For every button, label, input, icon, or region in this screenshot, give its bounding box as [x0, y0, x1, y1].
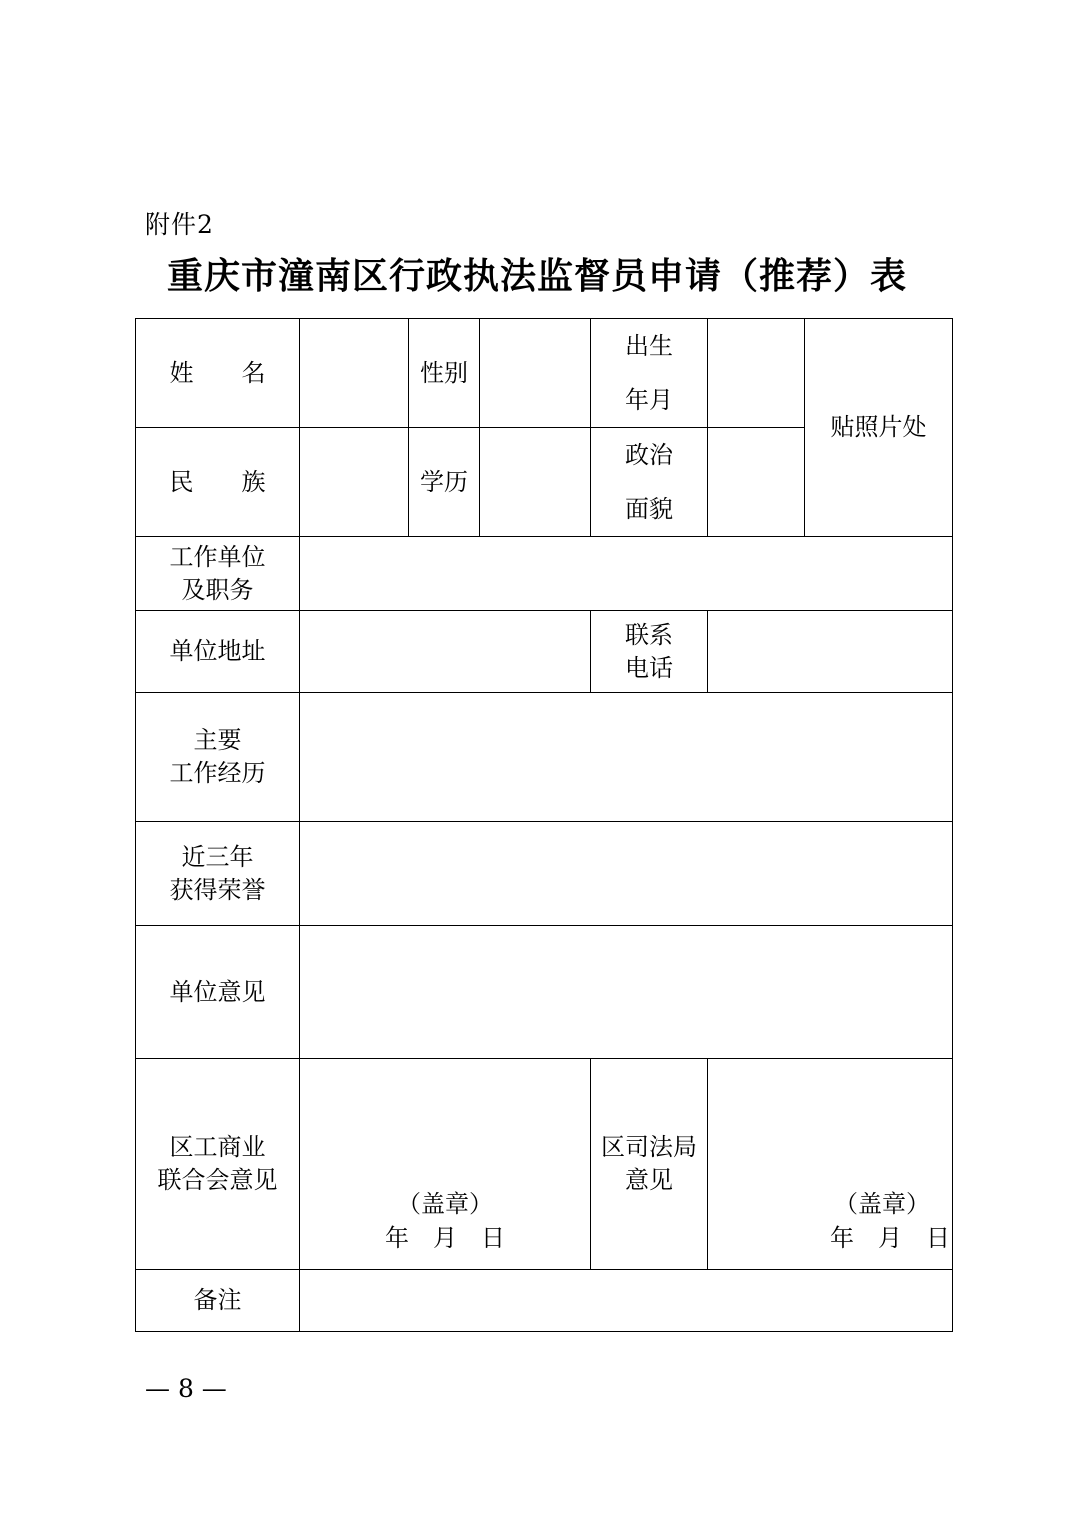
name-label: 姓 名	[136, 319, 300, 428]
birth-label-line2: 年月	[625, 386, 673, 414]
federation-label-line2: 联合会意见	[157, 1166, 278, 1194]
ethnicity-label: 民 族	[136, 428, 300, 537]
phone-label-line2: 电话	[625, 653, 673, 682]
name-field[interactable]	[300, 319, 409, 428]
birth-field[interactable]	[708, 319, 805, 428]
federation-date-text: 年 月 日	[385, 1224, 505, 1252]
justice-seal-text: （盖章）	[834, 1190, 930, 1218]
birth-label-line1: 出生	[625, 332, 673, 360]
remarks-field[interactable]	[300, 1270, 953, 1332]
birth-label	[591, 319, 708, 428]
gender-field[interactable]	[480, 319, 591, 428]
row-honors	[136, 822, 953, 926]
justice-label-line1: 区司法局	[601, 1133, 697, 1161]
politics-field[interactable]	[708, 428, 805, 537]
page-number: — 8 —	[145, 1374, 227, 1403]
work-unit-label-line2: 及职务	[181, 575, 254, 604]
federation-seal-text: （盖章）	[397, 1190, 493, 1218]
ethnicity-field[interactable]	[300, 428, 409, 537]
unit-opinion-field[interactable]	[300, 926, 953, 1059]
phone-label-line1: 联系	[625, 620, 673, 649]
honors-field[interactable]	[300, 822, 953, 926]
attachment-label: 附件2	[145, 210, 214, 239]
honors-label	[136, 822, 300, 926]
justice-opinion-field[interactable]	[708, 1059, 953, 1270]
politics-label-line2: 面貌	[625, 495, 673, 523]
row-address-phone	[136, 611, 953, 693]
justice-seal-block	[708, 1187, 950, 1255]
unit-opinion-label: 单位意见	[136, 926, 300, 1059]
education-label: 学历	[409, 428, 480, 537]
work-unit-field[interactable]	[300, 537, 953, 611]
photo-area[interactable]: 贴照片处	[805, 319, 953, 537]
row-remarks	[136, 1270, 953, 1332]
phone-label	[591, 611, 708, 693]
federation-opinion-field[interactable]	[300, 1059, 591, 1270]
remarks-label: 备注	[136, 1270, 300, 1332]
politics-label	[591, 428, 708, 537]
justice-label-line2: 意见	[625, 1166, 673, 1194]
honors-label-line2: 获得荣誉	[169, 875, 266, 904]
federation-opinion-label	[136, 1059, 300, 1270]
work-experience-label	[136, 693, 300, 822]
work-experience-label-line1: 主要	[193, 726, 242, 754]
federation-label-line1: 区工商业	[169, 1133, 266, 1161]
row-work-unit	[136, 537, 953, 611]
justice-date-text: 年 月 日	[830, 1224, 950, 1252]
application-form-table	[135, 318, 953, 1332]
honors-label-line1: 近三年	[181, 842, 254, 871]
document-title: 重庆市潼南区行政执法监督员申请（推荐）表	[166, 255, 907, 297]
unit-address-field[interactable]	[300, 611, 591, 693]
justice-opinion-label	[591, 1059, 708, 1270]
row-approvals	[136, 1059, 953, 1270]
phone-field[interactable]	[708, 611, 953, 693]
work-experience-label-line2: 工作经历	[169, 759, 266, 787]
gender-label: 性别	[409, 319, 480, 428]
work-experience-field[interactable]	[300, 693, 953, 822]
row-work-experience	[136, 693, 953, 822]
work-unit-label	[136, 537, 300, 611]
unit-address-label: 单位地址	[136, 611, 300, 693]
education-field[interactable]	[480, 428, 591, 537]
work-unit-label-line1: 工作单位	[169, 542, 266, 571]
row-name-gender-birth	[136, 319, 953, 428]
politics-label-line1: 政治	[625, 441, 673, 469]
row-unit-opinion	[136, 926, 953, 1059]
federation-seal-block	[300, 1187, 590, 1255]
